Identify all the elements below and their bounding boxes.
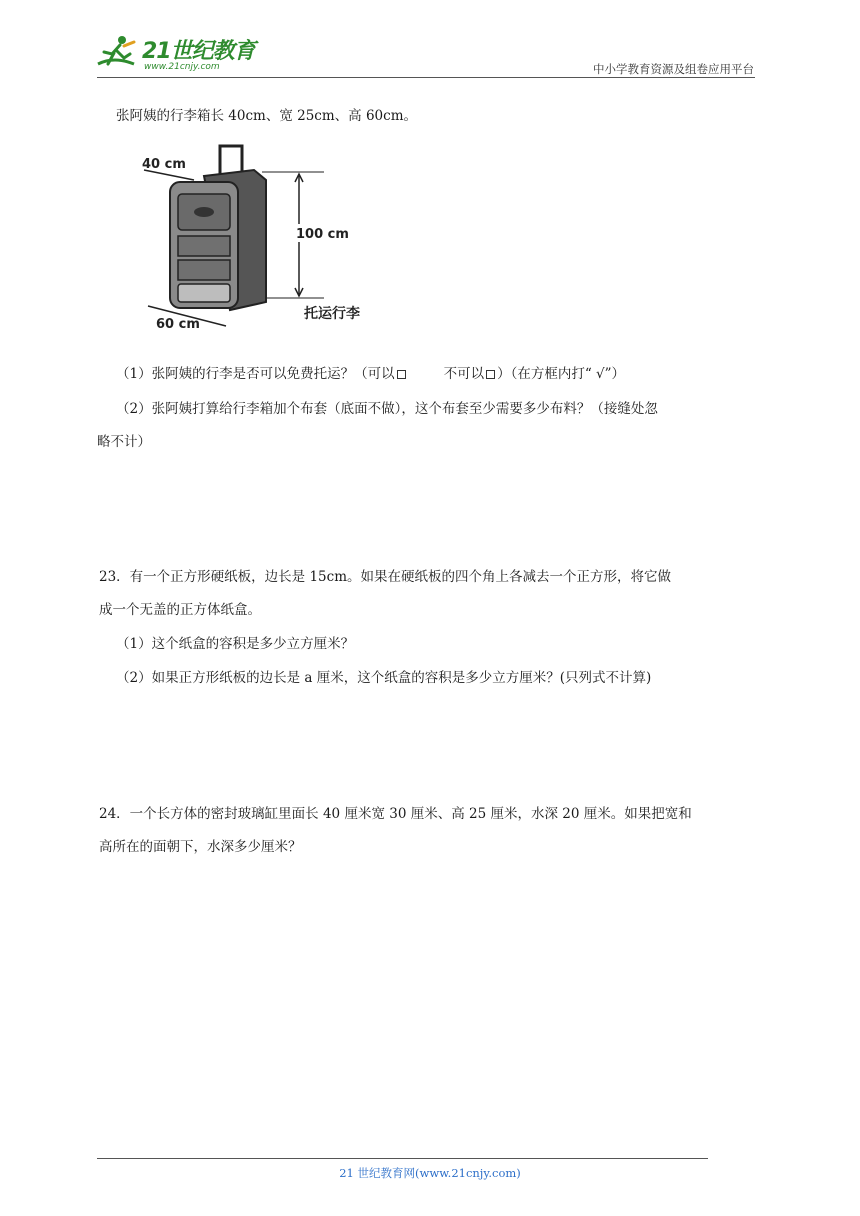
page-header: [0, 0, 860, 80]
site-logo: [94, 34, 264, 78]
q23-line2: 成一个无盖的正方体纸盒。: [99, 602, 261, 618]
suitcase-illustration: [134, 140, 384, 340]
dim-height-label: 100 cm: [296, 227, 349, 242]
runner-logo-icon: [94, 34, 142, 74]
dim-top-label: 40 cm: [142, 157, 186, 172]
q22-sub2-line1: （2）张阿姨打算给行李箱加个布套（底面不做），这个布套至少需要多少布料？（接缝处忽: [116, 401, 658, 417]
logo-text: 21世纪教育: [142, 39, 255, 64]
q22-sub1-suffix: ）（在方框内打“ √”）: [497, 366, 626, 382]
checkbox-no[interactable]: [486, 370, 495, 379]
q24-line1: 24．一个长方体的密封玻璃缸里面长 40 厘米宽 30 厘米、高 25 厘米，水深 20 厘米。如果把宽和: [99, 806, 692, 822]
q22-sub1-mid: 不可以: [443, 366, 485, 382]
q23-line1: 23．有一个正方形硬纸板，边长是 15cm。如果在硬纸板的四个角上各减去一个正方形，将它做: [99, 569, 672, 585]
luggage-figure: [134, 140, 384, 340]
q22-sub1: [116, 364, 625, 384]
q22-sub2-line2: 略不计）: [97, 434, 151, 450]
header-divider: [97, 77, 755, 78]
dim-bottom-label: 60 cm: [156, 317, 200, 332]
q24-line2: 高所在的面朝下，水深多少厘米？: [99, 839, 302, 855]
q22-sub1-prefix: （1）张阿姨的行李是否可以免费托运？（可以: [116, 366, 395, 382]
footer-link[interactable]: 21 世纪教育网(www.21cnjy.com): [339, 1166, 521, 1180]
logo-url: www.21cnjy.com: [144, 62, 220, 72]
header-tagline: 中小学教育资源及组卷应用平台: [593, 62, 754, 76]
checkbox-yes[interactable]: [397, 370, 406, 379]
q22-intro: 张阿姨的行李箱长 40cm、宽 25cm、高 60cm。: [116, 108, 417, 124]
q23-sub2: （2）如果正方形纸板的边长是 a 厘米，这个纸盒的容积是多少立方厘米？(只列式不计算): [116, 670, 652, 686]
footer-divider: [97, 1158, 708, 1159]
figure-caption: 托运行李: [304, 306, 360, 322]
q23-sub1: （1）这个纸盒的容积是多少立方厘米？: [116, 636, 355, 652]
